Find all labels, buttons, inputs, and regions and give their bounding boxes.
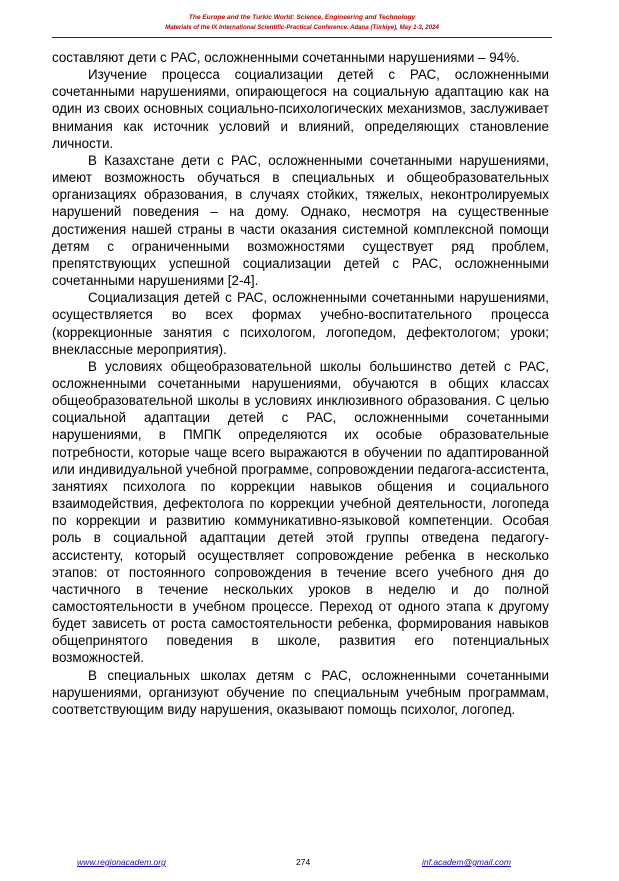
page-footer [52, 857, 552, 871]
header-divider [52, 37, 552, 38]
email-link[interactable]: inf.academ@gmail.com [422, 857, 511, 867]
paragraph-4: Социализация детей с РАС, осложненными сочетанными нарушениями, осуществляется во всех формах учебно-воспитательного процесса (коррекционные занятия с психологом, логопедом, дефектологом; уроки; внеклассные мероприятия). [52, 290, 549, 357]
body-text [52, 49, 549, 718]
paragraph-1: составляют дети с РАС, осложненными сочетанными нарушениями – 94%. [52, 50, 520, 65]
paragraph-2: Изучение процесса социализации детей с РАС, осложненными сочетанными нарушениями, опирающегося на социальную адаптацию как на один из своих основных социально-психологических механизмов, заслуживает внимания как источник условий и влияний, определяющих становление личности. [52, 67, 549, 151]
paragraph-5: В условиях общеобразовательной школы большинство детей с РАС, осложненными сочетанными нарушениями, обучаются в общих классах общеобразовательной школы в условиях инклюзивного образования. С целью социальной адаптации детей с РАС, осложненными сочетанными нарушениями, в ПМПК определяются их особые образовательные потребности, которые чаще всего выражаются в обучении по адаптированной или индивидуальной учебной программе, сопровождении педагога-ассистента, занятиях психолога по коррекции навыков общения и социального взаимодействия, дефектолога по коррекции учебной деятельности, логопеда по коррекции и развитию коммуникативно-языковой компетенции. Особая роль в социальной адаптации детей этой группы отведена педагогу-ассистенту, который осуществляет сопровождение ребенка в несколько этапов: от постоянного сопровождения в течение всего учебного дня до частичного в течение нескольких уроков в неделю и до полной самостоятельности в учебном процессе. Переход от одного этапа к другому будет зависеть от роста самостоятельности ребенка, формирования навыков общепринятого поведения в школе, развития его потенциальных возможностей. [52, 358, 549, 666]
running-header [52, 13, 552, 32]
website-link[interactable]: www.regionacadem.org [77, 857, 166, 867]
conference-subtitle: Materials of the IX International Scientific-Practical Conference. Adana (Türkiye), May 1-3, 2024 [165, 24, 439, 31]
page-number: 274 [296, 857, 311, 867]
paragraph-6: В специальных школах детям с РАС, осложненными сочетанными нарушениями, организуют обучение по специальным учебным программам, соответствующим виду нарушения, оказывают помощь психолог, логопед. [52, 667, 549, 717]
conference-title: The Europe and the Turkic World: Science, Engineering and Technology [188, 14, 416, 21]
paragraph-3: В Казахстане дети с РАС, осложненными сочетанными нарушениями, имеют возможность обучаться в специальных и общеобразовательных организациях образования, в случаях стойких, тяжелых, неконтролируемых нарушений поведения – на дому. Однако, несмотря на существенные достижения нашей страны в части оказания системной комплексной помощи детям с ограниченными возможностями существует ряд проблем, препятствующих успешной социализации детей с РАС, осложненными сочетанными нарушениями [2-4]. [52, 152, 549, 289]
